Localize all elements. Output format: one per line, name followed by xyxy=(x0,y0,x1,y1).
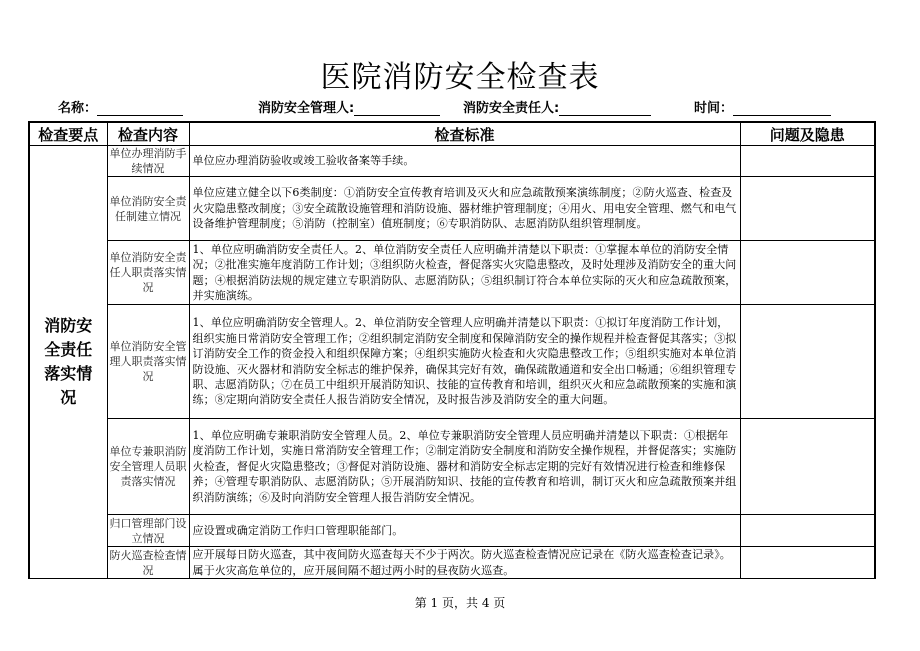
standard-cell: 应设置或确定消防工作归口管理职能部门。 xyxy=(189,515,740,547)
content-cell: 单位专兼职消防安全管理人员职责落实情况 xyxy=(107,419,189,515)
issue-cell[interactable] xyxy=(740,146,875,177)
page-footer: 第 1 页，共 4 页 xyxy=(414,596,506,610)
table-row xyxy=(29,547,875,579)
issue-cell[interactable] xyxy=(740,547,875,579)
standard-cell: 1、单位应明确消防安全管理人。2、单位消防安全管理人应明确并清楚以下职责：①拟订年度消防工作计划，组织实施日常消防安全管理工作；②组织制定消防安全制度和保障消防安全的操作规程并检查督促其落实；③拟订消防安全工作的资金投入和组织保障方案；④组织实施防火检查和火灾隐患整改工作；⑤组织实施对本单位消防设施、灭火器材和消防安全标志的维护保养，确保其完好有效，确保疏散通道和安全出口畅通；⑥组织管理专职、志愿消防队；⑦在员工中组织开展消防知识、技能的宣传教育和培训，组织灭火和应急疏散预案的实施和演练；⑧定期向消防安全责任人报告消防安全情况，及时报告涉及消防安全的重大问题。 xyxy=(189,305,740,419)
content-cell: 单位消防安全责任制建立情况 xyxy=(107,177,189,241)
table-row xyxy=(29,241,875,305)
table-row xyxy=(29,419,875,515)
header-issues: 问题及隐患 xyxy=(740,122,875,146)
issue-cell[interactable] xyxy=(740,419,875,515)
standard-cell: 单位应办理消防验收或竣工验收备案等手续。 xyxy=(189,146,740,177)
responsible-label: 消防安全责任人: xyxy=(463,101,560,116)
content-cell: 防火巡查检查情况 xyxy=(107,547,189,579)
header-check-content: 检查内容 xyxy=(107,122,189,146)
time-label: 时间： xyxy=(694,101,734,116)
responsible-field xyxy=(463,97,651,116)
name-label: 名称： xyxy=(58,101,98,116)
manager-field xyxy=(258,97,440,116)
table-row xyxy=(29,177,875,241)
time-blank xyxy=(733,101,831,116)
standard-cell: 单位应建立健全以下6类制度：①消防安全宣传教育培训及灭火和应急疏散预案演练制度；②防火巡查、检查及火灾隐患整改制度；③安全疏散设施管理和消防设施、器材维护管理制度；④用火、用电安全管理、燃气和电气设备维护管理制度；⑤消防（控制室）值班制度；⑥专职消防队、志愿消防队组织管理制度。 xyxy=(189,177,740,241)
info-row xyxy=(0,97,920,117)
issue-cell[interactable] xyxy=(740,515,875,547)
responsible-blank xyxy=(559,101,651,116)
issue-cell[interactable] xyxy=(740,177,875,241)
standard-cell: 应开展每日防火巡查，其中夜间防火巡查每天不少于两次。防火巡查检查情况应记录在《防火巡查检查记录》。属于火灾高危单位的，应开展间隔不超过两小时的昼夜防火巡查。 xyxy=(189,547,740,579)
content-cell: 单位消防安全管理人职责落实情况 xyxy=(107,305,189,419)
table-header-row xyxy=(29,122,875,146)
issue-cell[interactable] xyxy=(740,241,875,305)
content-cell: 归口管理部门设立情况 xyxy=(107,515,189,547)
issue-cell[interactable] xyxy=(740,305,875,419)
content-cell: 单位办理消防手续情况 xyxy=(107,146,189,177)
name-blank xyxy=(97,101,183,116)
table-row xyxy=(29,515,875,547)
manager-label: 消防安全管理人: xyxy=(258,101,355,116)
name-field xyxy=(58,97,183,116)
standard-cell: 1、单位应明确消防安全责任人。2、单位消防安全责任人应明确并清楚以下职责：①掌握本单位的消防安全情况；②批准实施年度消防工作计划；③组织防火检查，督促落实火灾隐患整改，及时处理涉及消防安全的重大问题；④根据消防法规的规定建立专职消防队、志愿消防队；⑤组织制订符合本单位实际的灭火和应急疏散预案，并实施演练。 xyxy=(189,241,740,305)
inspection-table xyxy=(28,121,876,579)
standard-cell: 1、单位应明确专兼职消防安全管理人员。2、单位专兼职消防安全管理人员应明确并清楚以下职责：①根据年度消防工作计划，实施日常消防安全管理工作；②制定消防安全制度和消防安全操作规程，并督促落实；实施防火检查，督促火灾隐患整改；③督促对消防设施、器材和消防安全标志定期的完好有效情况进行检查和维修保养；④管理专职消防队、志愿消防队；⑤开展消防知识、技能的宣传教育和培训，制订灭火和应急疏散预案并组织消防演练；⑥及时向消防安全管理人报告消防安全情况。 xyxy=(189,419,740,515)
table-row xyxy=(29,305,875,419)
page-title: 医院消防安全检查表 xyxy=(320,60,600,95)
time-field xyxy=(694,97,831,116)
header-check-point: 检查要点 xyxy=(29,122,107,146)
manager-blank xyxy=(354,101,440,116)
category-cell: 消防安全责任落实情况 xyxy=(29,146,107,579)
table-row xyxy=(29,146,875,177)
header-check-standard: 检查标准 xyxy=(189,122,740,146)
content-cell: 单位消防安全责任人职责落实情况 xyxy=(107,241,189,305)
